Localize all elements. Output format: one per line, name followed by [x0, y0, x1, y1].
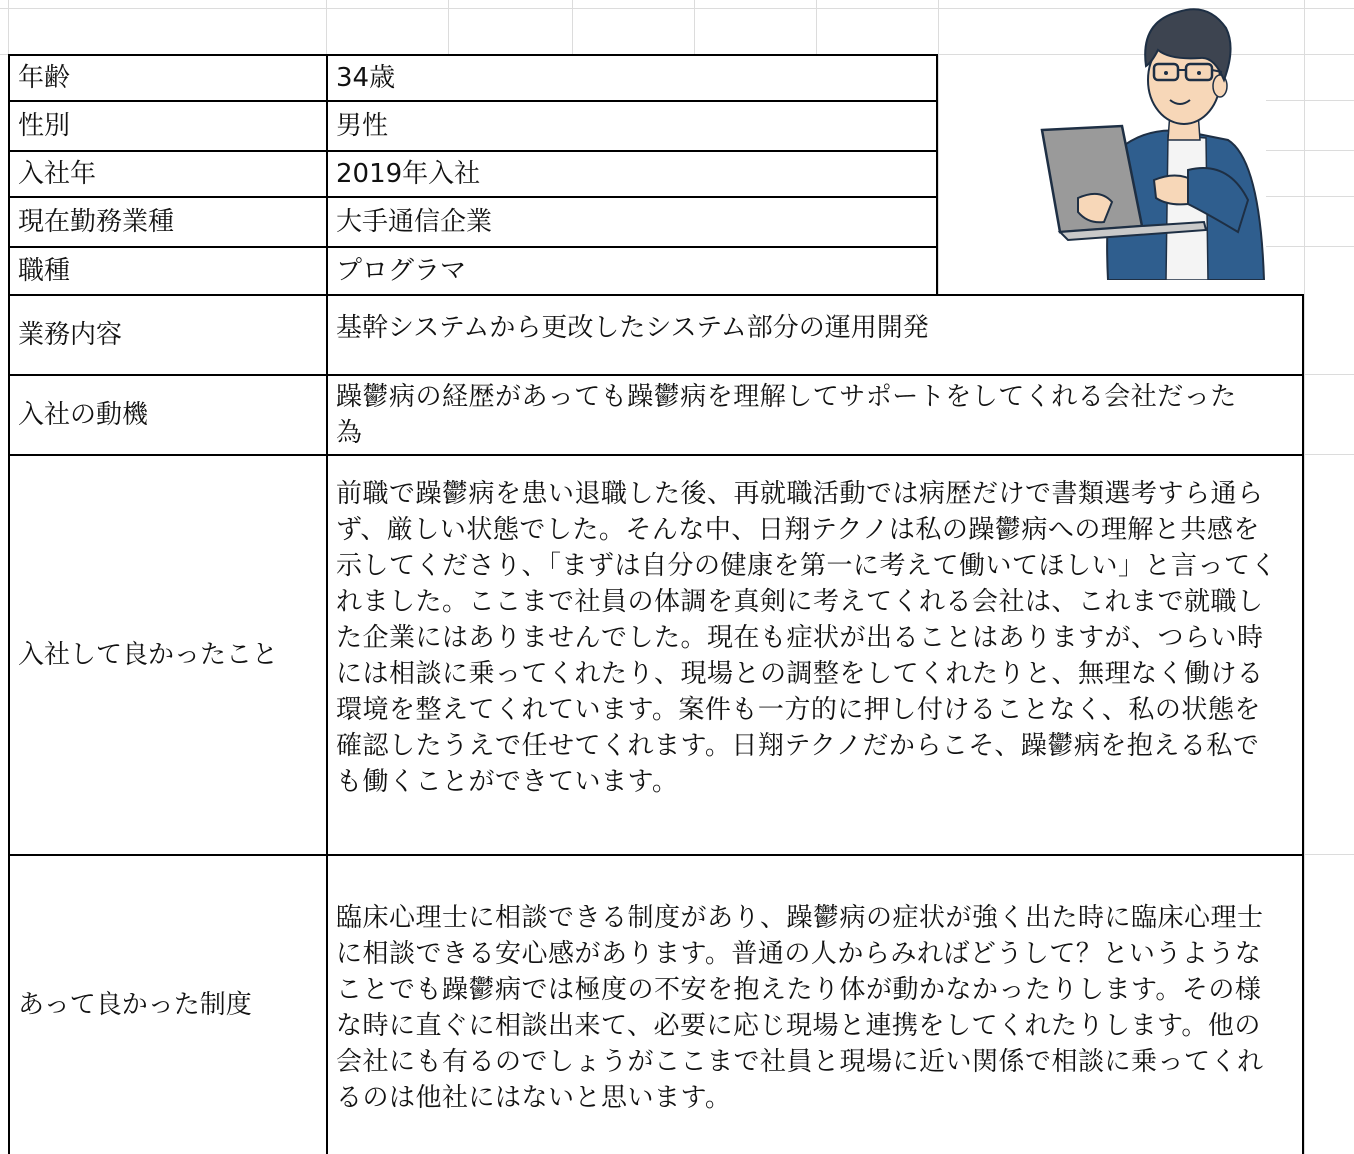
- cell-gender-label[interactable]: 性別: [8, 100, 328, 152]
- cell-good-label[interactable]: 入社して良かったこと: [8, 454, 328, 856]
- cell-system-label[interactable]: あって良かった制度: [8, 854, 328, 1154]
- cell-motive-label[interactable]: 入社の動機: [8, 374, 328, 456]
- cell-industry-label[interactable]: 現在勤務業種: [8, 196, 328, 248]
- cell-motive-value[interactable]: 躁鬱病の経歴があっても躁鬱病を理解してサポートをしてくれる会社だった為: [326, 374, 1304, 456]
- cell-duties-value[interactable]: 基幹システムから更改したシステム部分の運用開発: [326, 294, 1304, 376]
- cell-system-value[interactable]: 臨床心理士に相談できる制度があり、躁鬱病の症状が強く出た時に臨床心理士に相談できる安心感があります。普通の人からみればどうして？というようなことでも躁鬱病では極度の不安を抱えたり体が動かなかったりします。その様な時に直ぐに相談出来て、必要に応じ現場と連携をしてくれたりします。他の会社にも有るのでしょうがここまで社員と現場に近い関係で相談に乗ってくれるのは他社にはないと思います。: [326, 854, 1304, 1154]
- cell-job-label[interactable]: 職種: [8, 246, 328, 296]
- programmer-illustration: [1038, 0, 1266, 280]
- cell-gender-value[interactable]: 男性: [326, 100, 938, 152]
- cell-duties-label[interactable]: 業務内容: [8, 294, 328, 376]
- cell-join-value[interactable]: 2019年入社: [326, 150, 938, 198]
- cell-good-value[interactable]: 前職で躁鬱病を患い退職した後、再就職活動では病歴だけで書類選考すら通らず、厳しい状態でした。そんな中、日翔テクノは私の躁鬱病への理解と共感を示してくださり、「まずは自分の健康を第一に考えて働いてほしい」と言ってくれました。ここまで社員の体調を真剣に考えてくれる会社は、これまで就職した企業にはありませんでした。現在も症状が出ることはありますが、つらい時には相談に乗ってくれたり、現場との調整をしてくれたりと、無理なく働ける環境を整えてくれています。案件も一方的に押し付けることなく、私の状態を確認したうえで任せてくれます。日翔テクノだからこそ、躁鬱病を抱える私でも働くことができています。: [326, 454, 1304, 856]
- cell-industry-value[interactable]: 大手通信企業: [326, 196, 938, 248]
- cell-age-label[interactable]: 年齢: [8, 54, 328, 102]
- cell-join-label[interactable]: 入社年: [8, 150, 328, 198]
- cell-job-value[interactable]: プログラマ: [326, 246, 938, 296]
- cell-age-value[interactable]: 34歳: [326, 54, 938, 102]
